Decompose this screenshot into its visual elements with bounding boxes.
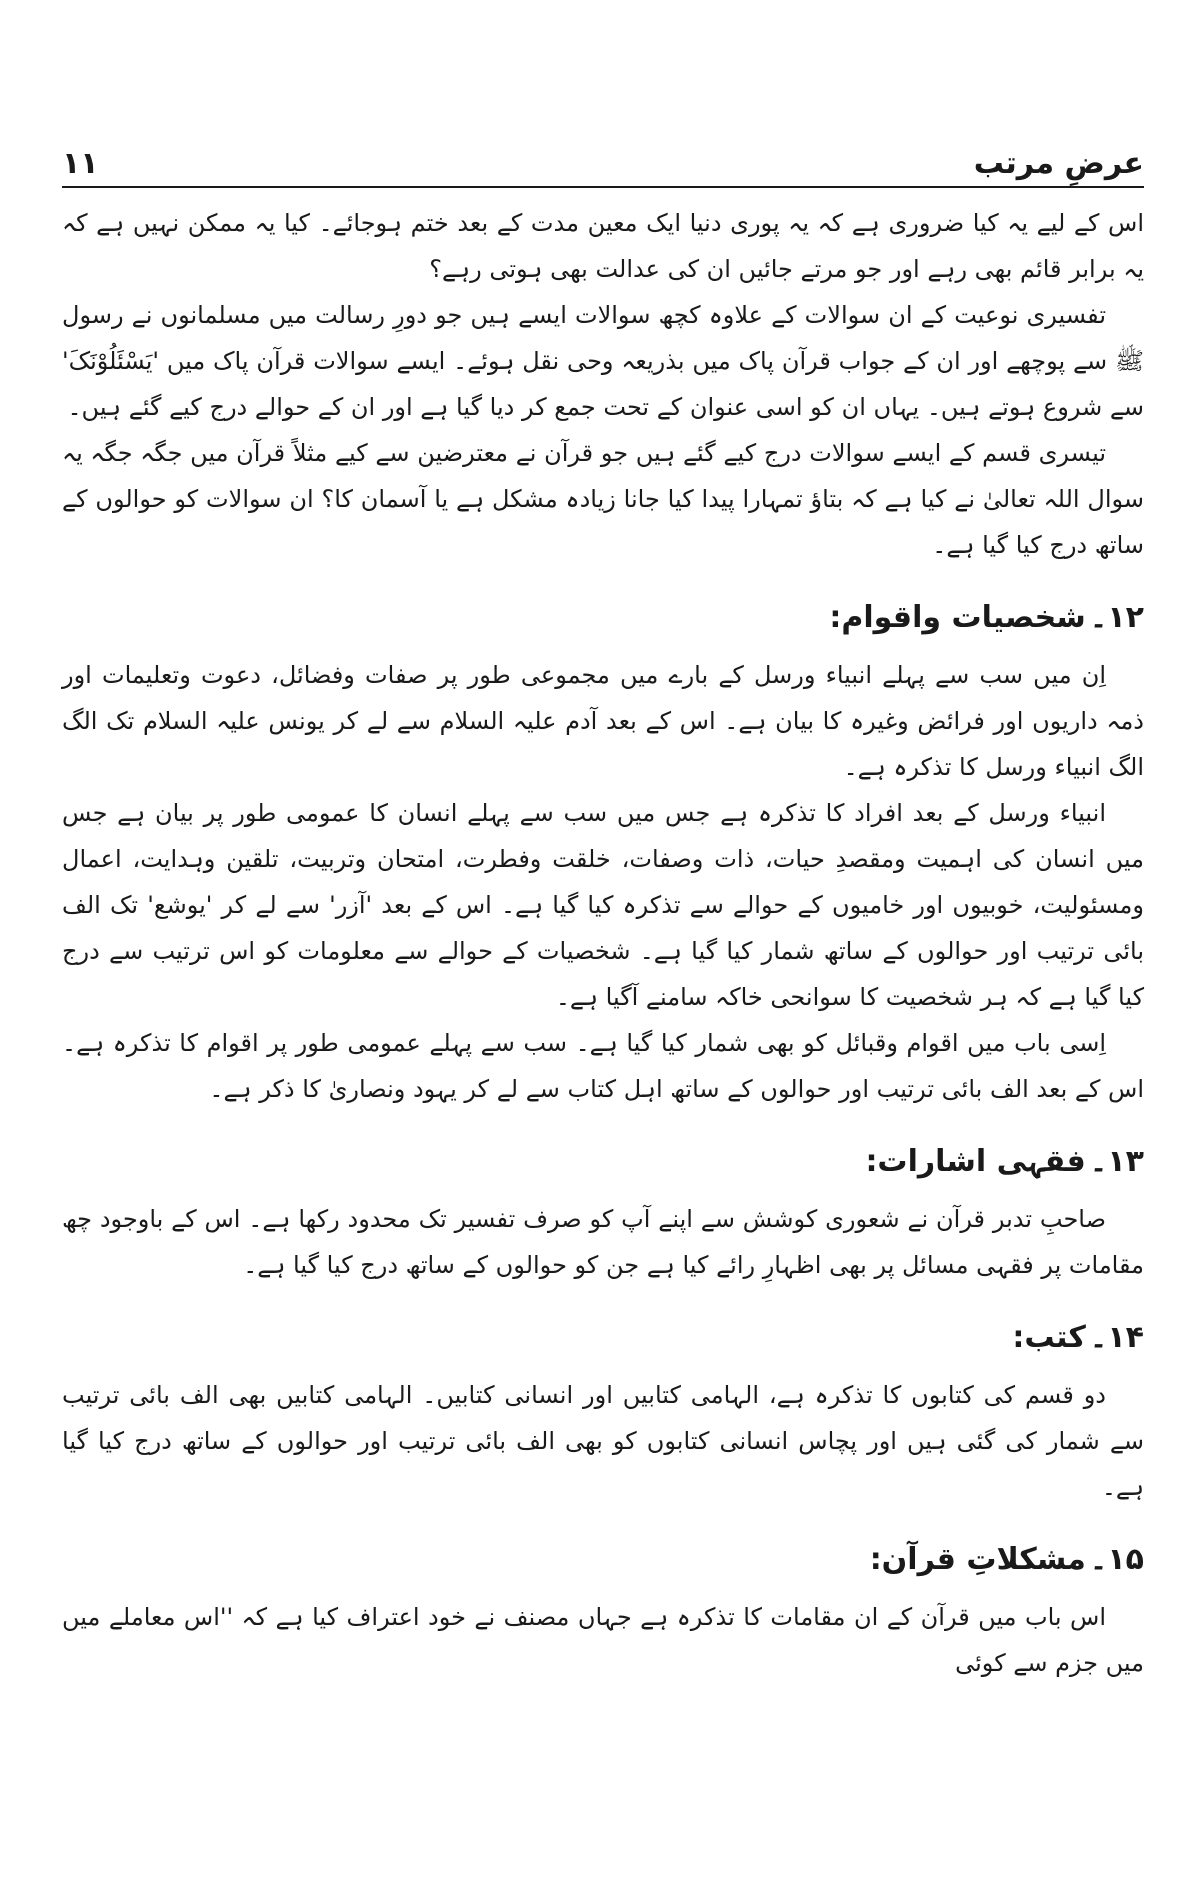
header-rule — [62, 186, 1144, 188]
section-title: شخصیات واقوام: — [829, 600, 1086, 635]
section-title: مشکلاتِ قرآن: — [869, 1542, 1086, 1577]
page-number: ۱۱ — [62, 146, 99, 181]
section-heading-15 — [62, 1532, 1144, 1588]
paragraph-nations: اِسی باب میں اقوام وقبائل کو بھی شمار کیا گیا ہے۔ سب سے پہلے عمومی طور پر اقوام کا تذکرہ ہے۔ اس کے بعد الف بائی ترتیب اور حوالوں کے ساتھ اہل کتاب سے لے کر یہود ونصاریٰ کا ذکر ہے۔ — [62, 1029, 1144, 1103]
paragraph-fiqh: صاحبِ تدبر قرآن نے شعوری کوشش سے اپنے آپ کو صرف تفسیر تک محدود رکھا ہے۔ اس کے باوجود چھ مقامات پر فقہی مسائل پر بھی اظہارِ رائے کیا ہے جن کو حوالوں کے ساتھ درج کیا گیا ہے۔ — [62, 1205, 1144, 1279]
paragraph-prophets: اِن میں سب سے پہلے انبیاء ورسل کے بارے میں مجموعی طور پر صفات وفضائل، دعوت وتعلیمات اور ذمہ داریوں اور فرائض وغیرہ کا بیان ہے۔ اس کے بعد آدم علیہ السلام سے لے کر یونس علیہ السلام تک الگ الگ انبیاء ورسل کا تذکرہ ہے۔ — [62, 661, 1144, 781]
paragraph-books: دو قسم کی کتابوں کا تذکرہ ہے، الہامی کتابیں اور انسانی کتابیں۔ الہامی کتابیں بھی الف بائی ترتیب سے شمار کی گئی ہیں اور پچاس انسانی کتابوں کو بھی الف بائی ترتیب اور حوالوں کے ساتھ درج کیا گیا ہے۔ — [62, 1381, 1144, 1501]
section-number: ۱۳۔ — [1089, 1144, 1144, 1179]
section-number: ۱۴۔ — [1089, 1320, 1144, 1355]
page-body — [62, 200, 1144, 1686]
section-number: ۱۵۔ — [1089, 1542, 1144, 1577]
section-number: ۱۲۔ — [1089, 600, 1144, 635]
paragraph-persons: انبیاء ورسل کے بعد افراد کا تذکرہ ہے جس میں سب سے پہلے انسان کا عمومی طور پر بیان ہے جس میں انسان کی اہمیت ومقصدِ حیات، ذات وصفات، خلقت وفطرت، امتحان وتربیت، تلقین وہدایت، اعمال ومسئولیت، خوبیوں اور خامیوں کے حوالے سے تذکرہ کیا گیا ہے۔ اس کے بعد 'آزر' سے لے کر 'یوشع' تک الف بائی ترتیب اور حوالوں کے ساتھ شمار کیا گیا ہے۔ شخصیات کے حوالے سے معلومات کو اس ترتیب سے درج کیا گیا ہے کہ ہر شخصیت کا سوانحی خاکہ سامنے آگیا ہے۔ — [62, 799, 1144, 1011]
running-header — [62, 140, 1144, 186]
paragraph-intro-end: اس کے لیے یہ کیا ضروری ہے کہ یہ پوری دنیا ایک معین مدت کے بعد ختم ہوجائے۔ کیا یہ ممکن نہیں ہے کہ یہ برابر قائم بھی رہے اور جو مرتے جائیں ان کی عدالت بھی ہوتی رہے؟ — [62, 209, 1144, 283]
section-title: فقہی اشارات: — [865, 1144, 1086, 1179]
section-heading-13 — [62, 1134, 1144, 1190]
running-title: عرضِ مرتب — [973, 146, 1144, 181]
section-heading-14 — [62, 1310, 1144, 1366]
section-heading-12 — [62, 590, 1144, 646]
section-title: کتب: — [1012, 1320, 1086, 1355]
paragraph-questions: تفسیری نوعیت کے ان سوالات کے علاوہ کچھ سوالات ایسے ہیں جو دورِ رسالت میں مسلمانوں نے رسول ﷺ سے پوچھے اور ان کے جواب قرآن پاک میں بذریعہ وحی نقل ہوئے۔ ایسے سوالات قرآن پاک میں 'یَسْئَلُوْنَکَ' سے شروع ہوتے ہیں۔ یہاں ان کو اسی عنوان کے تحت جمع کر دیا گیا ہے اور ان کے حوالے درج کیے گئے ہیں۔ — [62, 301, 1144, 421]
paragraph-third-type: تیسری قسم کے ایسے سوالات درج کیے گئے ہیں جو قرآن نے معترضین سے کیے مثلاً قرآن میں جگہ جگہ یہ سوال اللہ تعالیٰ نے کیا ہے کہ بتاؤ تمہارا پیدا کیا جانا زیادہ مشکل ہے یا آسمان کا؟ ان سوالات کو حوالوں کے ساتھ درج کیا گیا ہے۔ — [62, 439, 1144, 559]
paragraph-difficulties: اس باب میں قرآن کے ان مقامات کا تذکرہ ہے جہاں مصنف نے خود اعتراف کیا ہے کہ ''اس معاملے میں میں جزم سے کوئی — [62, 1603, 1144, 1677]
